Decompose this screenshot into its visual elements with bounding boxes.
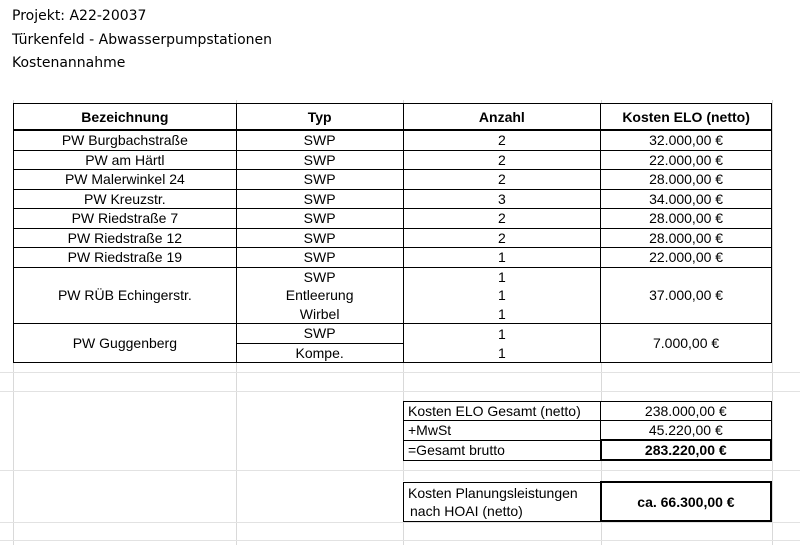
- cell-kosten: 32.000,00 €: [601, 130, 772, 150]
- cost-table: [13, 103, 772, 363]
- planung-label-line2: nach HOAI (netto): [410, 502, 523, 519]
- summary-row: [404, 402, 772, 421]
- col-header-anzahl: Anzahl: [403, 104, 601, 131]
- cell-typ: Wirbel: [236, 305, 403, 324]
- cell-typ: SWP: [236, 248, 403, 268]
- cell-kosten: 7.000,00 €: [601, 324, 772, 363]
- cell-anzahl: 1: [403, 324, 601, 344]
- col-header-kosten: Kosten ELO (netto): [601, 104, 772, 131]
- cell-name: PW Guggenberg: [14, 324, 237, 363]
- cell-anzahl: 2: [403, 150, 601, 170]
- table-row: [14, 130, 772, 150]
- planung-label-line1: Kosten Planungsleistungen: [408, 484, 578, 501]
- document-title: Kostenannahme: [12, 55, 126, 71]
- gridline: [0, 470, 800, 471]
- cell-typ: SWP: [236, 170, 403, 190]
- cell-anzahl: 1: [403, 305, 601, 324]
- table-row: [14, 267, 772, 286]
- mwst-value: 45.220,00 €: [601, 421, 771, 441]
- brutto-value: 283.220,00 €: [601, 440, 771, 460]
- cell-anzahl: 2: [403, 130, 601, 150]
- cell-typ: SWP: [236, 150, 403, 170]
- table-row: [14, 150, 772, 170]
- cell-anzahl: 3: [403, 189, 601, 209]
- table-row: [14, 248, 772, 268]
- cell-typ: SWP: [236, 267, 403, 286]
- mwst-label: +MwSt: [404, 421, 601, 441]
- table-row: [14, 324, 772, 344]
- cell-name: PW RÜB Echingerstr.: [14, 267, 237, 324]
- cell-anzahl: 1: [403, 343, 601, 363]
- col-header-bezeichnung: Bezeichnung: [14, 104, 237, 131]
- cell-name: PW Burgbachstraße: [14, 130, 237, 150]
- cell-name: PW am Härtl: [14, 150, 237, 170]
- cell-typ: Entleerung: [236, 286, 403, 305]
- cell-kosten: 28.000,00 €: [601, 170, 772, 190]
- cell-typ: SWP: [236, 209, 403, 229]
- cell-anzahl: 1: [403, 286, 601, 305]
- cell-kosten: 37.000,00 €: [601, 267, 772, 324]
- cell-name: PW Malerwinkel 24: [14, 170, 237, 190]
- cell-name: PW Kreuzstr.: [14, 189, 237, 209]
- gridline: [772, 100, 773, 545]
- cell-anzahl: 1: [403, 248, 601, 268]
- gridline: [0, 391, 800, 392]
- planung-value: ca. 66.300,00 €: [601, 482, 771, 521]
- cell-kosten: 22.000,00 €: [601, 150, 772, 170]
- cell-kosten: 28.000,00 €: [601, 209, 772, 229]
- cell-typ: SWP: [236, 324, 403, 344]
- gridline: [0, 372, 800, 373]
- table-row: [14, 209, 772, 229]
- project-title: Projekt: A22-20037: [12, 8, 147, 24]
- table-header-row: [14, 104, 772, 131]
- planning-table: [403, 481, 772, 522]
- table-row: [14, 228, 772, 248]
- cell-anzahl: 2: [403, 209, 601, 229]
- summary-row: [404, 440, 772, 460]
- gesamt-label: Kosten ELO Gesamt (netto): [404, 402, 601, 421]
- brutto-label: =Gesamt brutto: [404, 440, 601, 460]
- cell-anzahl: 2: [403, 170, 601, 190]
- cell-name: PW Riedstraße 19: [14, 248, 237, 268]
- cell-typ: SWP: [236, 189, 403, 209]
- cell-kosten: 28.000,00 €: [601, 228, 772, 248]
- cell-name: PW Riedstraße 7: [14, 209, 237, 229]
- cell-anzahl: 1: [403, 267, 601, 286]
- table-row: [14, 189, 772, 209]
- cell-kosten: 34.000,00 €: [601, 189, 772, 209]
- table-row: [14, 170, 772, 190]
- col-header-typ: Typ: [236, 104, 403, 131]
- summary-table: [403, 401, 772, 461]
- gridline: [0, 540, 800, 541]
- summary-row: [404, 482, 772, 521]
- gesamt-value: 238.000,00 €: [601, 402, 771, 421]
- cell-name: PW Riedstraße 12: [14, 228, 237, 248]
- cell-typ: SWP: [236, 228, 403, 248]
- summary-row: [404, 421, 772, 441]
- gridline: [0, 522, 800, 523]
- cell-typ: SWP: [236, 130, 403, 150]
- project-subtitle: Türkenfeld - Abwasserpumpstationen: [12, 32, 273, 48]
- cell-anzahl: 2: [403, 228, 601, 248]
- cell-typ: Kompe.: [236, 343, 403, 363]
- planung-label: [404, 482, 601, 521]
- cell-kosten: 22.000,00 €: [601, 248, 772, 268]
